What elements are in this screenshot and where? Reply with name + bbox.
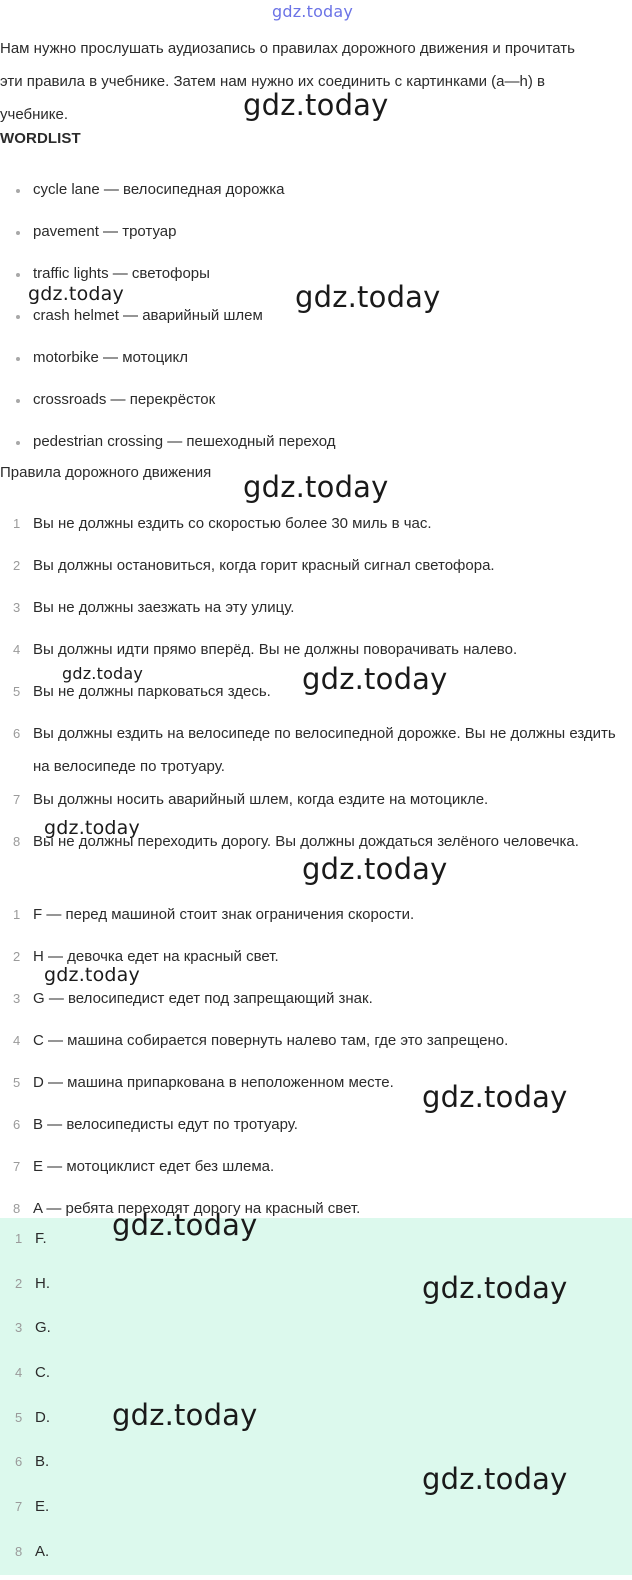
short-answer-number: 1	[15, 1231, 23, 1246]
watermark: gdz.today	[243, 88, 389, 122]
watermark: gdz.today	[422, 1271, 568, 1305]
bullet-icon	[16, 357, 20, 361]
rule-text: Вы должны остановиться, когда горит красный сигнал светофора.	[33, 557, 495, 574]
wordlist-item-text: motorbike — мотоцикл	[33, 349, 189, 366]
answer-item	[0, 1108, 508, 1150]
short-answer-item	[0, 1535, 51, 1580]
wordlist-item-text: pavement — тротуар	[33, 223, 177, 240]
rule-text: Вы не должны заезжать на эту улицу.	[33, 599, 295, 616]
watermark: gdz.today	[422, 1462, 568, 1496]
wordlist-item	[0, 222, 336, 264]
rule-item	[0, 591, 632, 633]
answer-text: F — перед машиной стоит знак ограничения скорости.	[33, 906, 415, 923]
rule-number: 7	[13, 792, 21, 807]
watermark: gdz.today	[62, 664, 144, 683]
answer-item	[0, 898, 508, 940]
intro-text: Нам нужно прослушать аудиозапись о правилах дорожного движения и прочитать эти правила в учебнике. Затем нам нужно их соединить с картинками (a—h) в учебнике.	[0, 40, 575, 123]
answer-text: E — мотоциклист едет без шлема.	[33, 1158, 275, 1175]
rule-number: 2	[13, 558, 21, 573]
answer-number: 5	[13, 1075, 21, 1090]
short-answer-number: 6	[15, 1454, 23, 1470]
short-answer-text: B.	[35, 1453, 50, 1471]
short-answer-number: 4	[15, 1365, 23, 1381]
rule-text: Вы не должны парковаться здесь.	[33, 683, 271, 700]
wordlist-item	[0, 390, 336, 432]
answer-text: G — велосипедист едет под запрещающий знак.	[33, 990, 373, 1007]
short-answers-list	[0, 1222, 51, 1580]
rule-text: Вы не должны переходить дорогу. Вы должны дождаться зелёного человечка.	[33, 833, 579, 850]
rule-text: Вы не должны ездить со скоростью более 30 миль в час.	[33, 515, 432, 532]
short-answer-number: 3	[15, 1320, 23, 1336]
short-answer-number: 7	[15, 1499, 23, 1515]
wordlist-item-text: crash helmet — аварийный шлем	[33, 307, 263, 324]
wordlist-heading: WORDLIST	[0, 130, 81, 147]
rule-item	[0, 717, 632, 783]
answers-list	[0, 898, 508, 1234]
watermark: gdz.today	[295, 280, 441, 314]
answer-number: 1	[13, 907, 21, 922]
watermark: gdz.today	[302, 852, 448, 886]
short-answer-number: 5	[15, 1409, 23, 1425]
short-answer-item	[0, 1267, 51, 1312]
answer-text: A — ребята переходят дорогу на красный свет.	[33, 1200, 361, 1217]
answer-number: 6	[13, 1117, 21, 1132]
answer-number: 2	[13, 949, 21, 964]
short-answer-number: 8	[15, 1543, 23, 1559]
short-answer-number: 2	[15, 1275, 23, 1291]
rule-number: 8	[13, 834, 21, 849]
answer-item	[0, 982, 508, 1024]
wordlist-item	[0, 306, 336, 348]
site-logo[interactable]: gdz.today	[272, 2, 354, 21]
rule-item	[0, 507, 632, 549]
short-answer-text: E.	[35, 1498, 50, 1516]
wordlist-item	[0, 348, 336, 390]
watermark: gdz.today	[112, 1208, 258, 1242]
rule-text: Вы должны идти прямо вперёд. Вы не должны поворачивать налево.	[33, 641, 518, 658]
answer-number: 4	[13, 1033, 21, 1048]
answer-item	[0, 1150, 508, 1192]
short-answer-text: G.	[35, 1319, 51, 1337]
rule-number: 1	[13, 516, 21, 531]
rule-number: 4	[13, 642, 21, 657]
bullet-icon	[16, 399, 20, 403]
wordlist-item-text: cycle lane — велосипедная дорожка	[33, 181, 285, 198]
wordlist-item	[0, 180, 336, 222]
rule-text: Вы должны ездить на велосипеде по велосипедной дорожке. Вы не должны ездить на велосипеде по тротуару.	[33, 725, 616, 775]
wordlist-item-text: crossroads — перекрёсток	[33, 391, 216, 408]
short-answer-text: A.	[35, 1542, 50, 1560]
answer-text: D — машина припаркована в неположенном месте.	[33, 1074, 394, 1091]
watermark: gdz.today	[422, 1080, 568, 1114]
watermark: gdz.today	[243, 470, 389, 504]
bullet-icon	[16, 315, 20, 319]
watermark: gdz.today	[28, 283, 124, 305]
wordlist	[0, 180, 336, 474]
wordlist-item-text: pedestrian crossing — пешеходный переход	[33, 433, 336, 450]
rule-number: 5	[13, 684, 21, 699]
answer-item	[0, 1024, 508, 1066]
short-answer-text: D.	[35, 1408, 50, 1426]
answer-number: 7	[13, 1159, 21, 1174]
short-answer-text: H.	[35, 1274, 50, 1292]
short-answer-item	[0, 1445, 51, 1490]
watermark: gdz.today	[302, 662, 448, 696]
short-answer-text: F.	[35, 1230, 47, 1247]
rules-heading: Правила дорожного движения	[0, 464, 212, 481]
short-answer-text: C.	[35, 1364, 50, 1382]
bullet-icon	[16, 441, 20, 445]
rule-number: 6	[13, 726, 21, 741]
watermark: gdz.today	[44, 964, 140, 986]
watermark: gdz.today	[112, 1398, 258, 1432]
short-answer-item	[0, 1490, 51, 1535]
rule-text: Вы должны носить аварийный шлем, когда ездите на мотоцикле.	[33, 791, 489, 808]
answer-number: 3	[13, 991, 21, 1006]
answer-text: H — девочка едет на красный свет.	[33, 948, 279, 965]
short-answer-item	[0, 1401, 51, 1446]
wordlist-item-text: traffic lights — светофоры	[33, 265, 210, 282]
watermark: gdz.today	[44, 817, 140, 839]
answer-number: 8	[13, 1201, 21, 1216]
rule-item	[0, 549, 632, 591]
short-answer-item	[0, 1311, 51, 1356]
bullet-icon	[16, 231, 20, 235]
rule-number: 3	[13, 600, 21, 615]
short-answer-item	[0, 1222, 51, 1267]
answer-text: B — велосипедисты едут по тротуару.	[33, 1116, 298, 1133]
bullet-icon	[16, 189, 20, 193]
bullet-icon	[16, 273, 20, 277]
short-answer-item	[0, 1356, 51, 1401]
answer-text: C — машина собирается повернуть налево там, где это запрещено.	[33, 1032, 509, 1049]
